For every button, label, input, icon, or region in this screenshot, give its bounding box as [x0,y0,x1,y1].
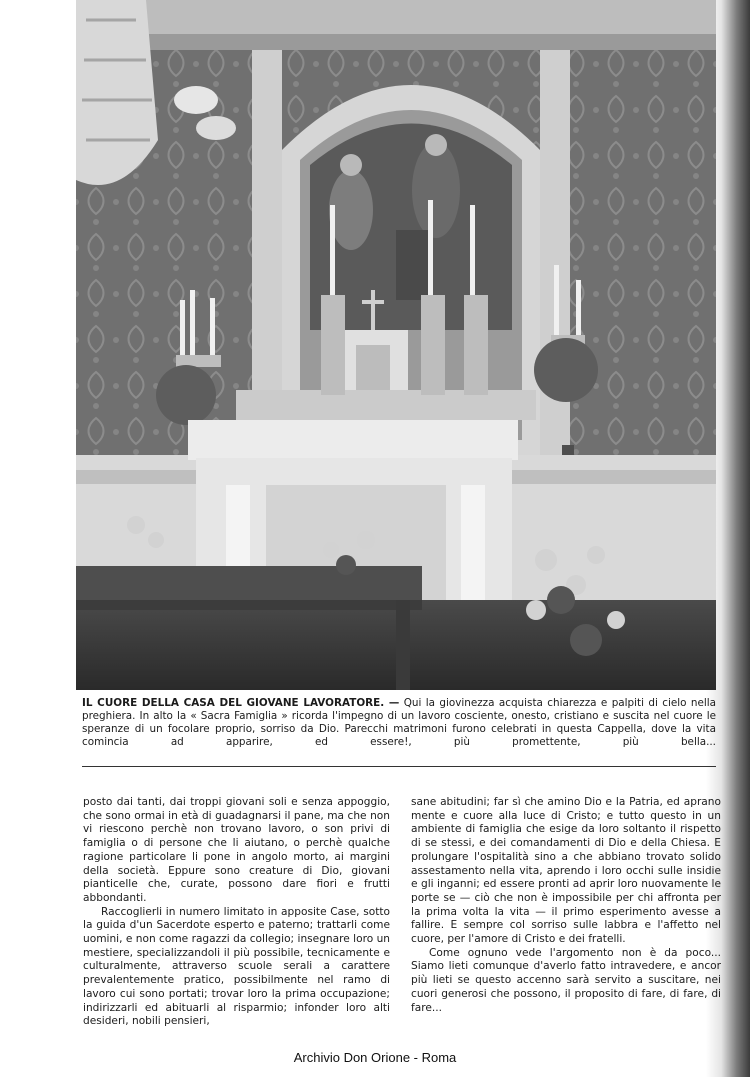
caption-lead: IL CUORE DELLA CASA DEL GIOVANE LAVORATORE. — [82,697,400,709]
chapel-altar-photo-icon [76,0,716,690]
caption-text: Qui la giovinezza acquista chiarezza e palpiti di cielo nella preghiera. In alto la « Sacra Famiglia » ricorda l'impegno di un lavoro cosciente, onesto, cristiano e suscita nel cuore le speranze di un focolare proprio, sorriso da Dio. Parecchi matrimoni furono celebrati in questa Cappella, dove la vita comincia ad apparire, ed essere!, più promettente, più bella... [82,697,716,748]
article-column-left [83,796,390,1029]
caption-divider [82,766,716,767]
paragraph: sane abitudini; far sì che amino Dio e la Patria, ed aprano mente e cuore alla luce di Cristo; e tutto questo in un ambiente di famiglia che esige da loro soltanto il rispetto di se stessi, e dei comandamenti di Dio e della Chiesa. E prolungare l'ospitalità sino a che abbiano trovato solido assestamento nella vita, aprendo i loro occhi sulle insidie e gli inganni; ed essere pronti ad aprir loro nuovamente le porte se — ciò che non è impossibile per chi affronta per la prima volta la vita — il primo esperimento avesse a fallire. E sempre col sorriso sulle labbra e l'affetto nel cuore, per l'amore di Cristo e dei fratelli. [411,796,721,946]
paragraph: Raccoglierli in numero limitato in apposite Case, sotto la guida d'un Sacerdote esperto e paterno; trattarli come uomini, e non come ragazzi da collegio; insegnare loro un mestiere, specializzandoli il più possibile, tecnicamente e culturalmente, attraverso scuole serali a carattere prevalentemente pratico, possibilmente nel ramo di lavoro cui sono portati; trovar loro la prima occupazione; indirizzarli ed abituarli al risparmio; infonder loro alti desideri, nobili pensieri, [83,905,390,1028]
chapel-altar-photo [76,0,716,690]
article-column-right [411,796,721,1015]
paragraph: Come ognuno vede l'argomento non è da poco... Siamo lieti comunque d'averlo fatto intravedere, e ancor più lieti se questo accenno sarà servito a suscitare, nei cuori generosi che possono, il proposito di fare, di fare, di fare... [411,946,721,1014]
photo-caption [82,697,716,749]
archive-footer: Archivio Don Orione - Roma [293,1050,457,1065]
paragraph: posto dai tanti, dai troppi giovani soli e senza appoggio, che sono ormai in età di guadagnarsi il pane, ma che non vi riescono perchè non trovano lavoro, o son privi di famiglia o di persone che li aiutano, o perchè qualche ragione particolare li pone in angolo morto, ai margini della società. Eppure sono creature di Dio, giovani pianticelle che, curate, possono dare fiori e frutti abbondanti. [83,796,390,904]
